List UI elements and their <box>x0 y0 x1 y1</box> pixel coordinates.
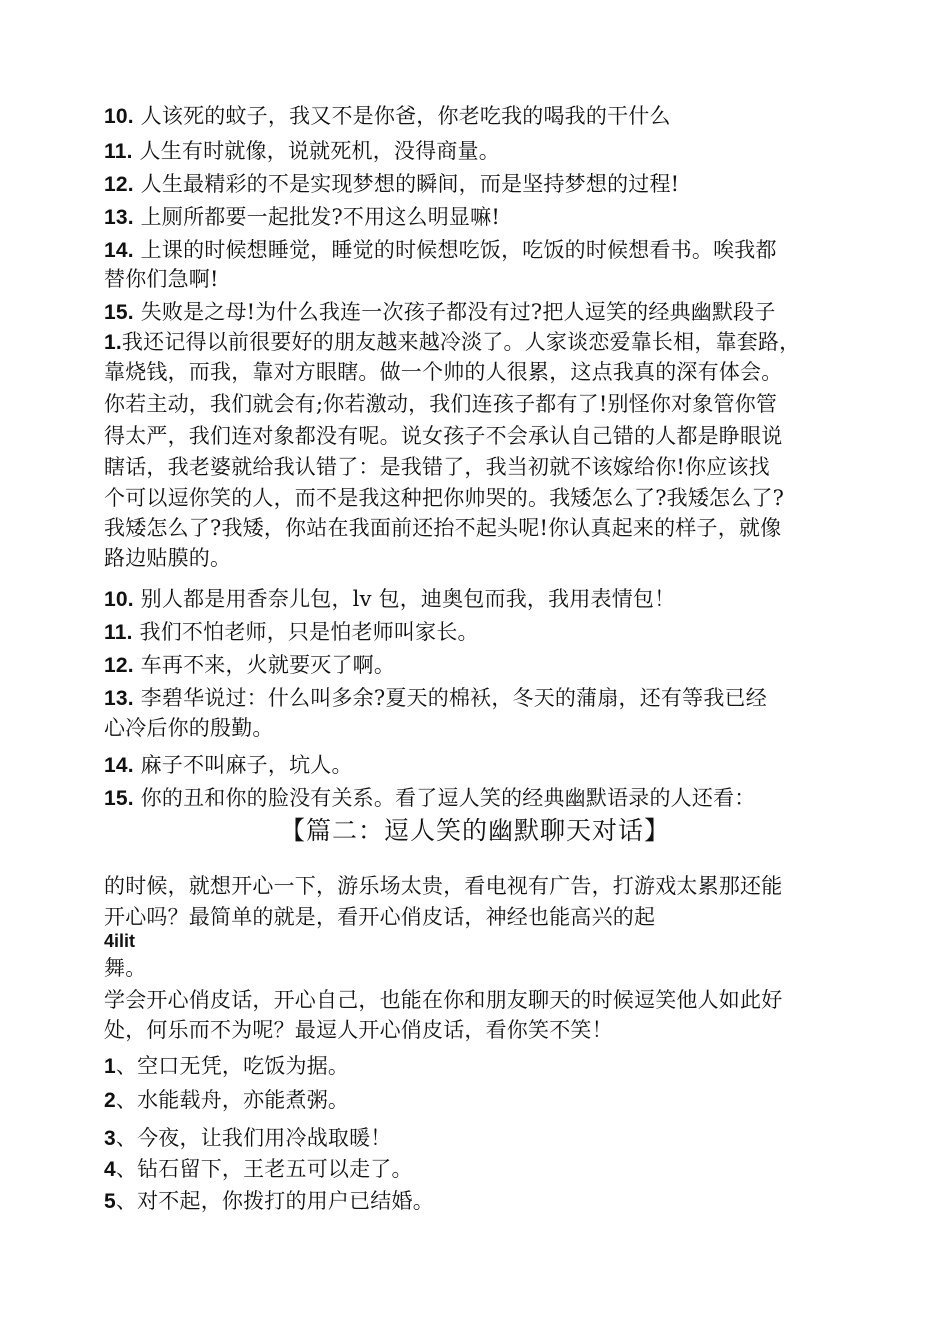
item-text: 李碧华说过：什么叫多余?夏天的棉袄，冬天的蒲扇，还有等我已经 <box>133 686 767 710</box>
item-number: 10. <box>104 588 134 611</box>
paragraph-line <box>104 360 782 385</box>
paragraph-line <box>104 455 770 480</box>
item-number: 11. <box>104 140 133 163</box>
item-number: 1 <box>104 1055 116 1078</box>
item-text: 、水能载舟，亦能煮粥。 <box>115 1088 350 1112</box>
item-number: 3 <box>104 1127 116 1150</box>
paragraph-line <box>104 716 274 741</box>
paragraph-line <box>104 874 782 898</box>
item-text: 学会开心俏皮话，开心自己，也能在你和朋友聊天的时候逗笑他人如此好 <box>104 988 783 1012</box>
paragraph-line <box>104 753 353 778</box>
item-number: 15. <box>104 787 134 810</box>
list-item <box>104 1157 413 1182</box>
list-item <box>104 1054 349 1079</box>
item-number: 10. <box>104 105 134 128</box>
item-number: 15. <box>104 301 134 324</box>
list-item <box>104 1088 349 1113</box>
paragraph-line <box>104 653 395 678</box>
item-text: 上课的时候想睡觉，睡觉的时候想吃饭，吃饭的时候想看书。唉我都 <box>133 238 777 262</box>
list-item <box>104 1126 392 1151</box>
paragraph-line <box>104 300 776 325</box>
item-text: 你的丑和你的脸没有关系。看了逗人笑的经典幽默语录的人还看： <box>133 786 756 810</box>
item-text: 车再不来，火就要灭了啊。 <box>133 653 396 677</box>
paragraph-line <box>104 139 500 164</box>
item-text: 靠烧钱，而我，靠对方眼瞎。做一个帅的人很累，这点我真的深有体会。 <box>104 360 783 384</box>
item-number: 1. <box>104 331 122 354</box>
item-text: 麻子不叫麻子，坑人。 <box>133 753 353 777</box>
section-heading: 【篇二：逗人笑的幽默聊天对话】 <box>279 816 670 845</box>
paragraph-line <box>104 1018 613 1042</box>
item-text: 瞎话，我老婆就给我认错了：是我错了，我当初就不该嫁给你!你应该找 <box>104 455 770 479</box>
item-text: 我还记得以前很要好的朋友越来越冷淡了。人家谈恋爱靠长相，靠套路， <box>121 330 801 354</box>
item-number: 12. <box>104 173 134 196</box>
item-text: 路边贴膜的。 <box>104 546 232 570</box>
item-text: 、空口无凭，吃饭为据。 <box>115 1054 350 1078</box>
item-text: 上厕所都要一起批发?不用这么明显嘛! <box>133 205 500 229</box>
item-number: 14. <box>104 754 134 777</box>
paragraph-line <box>104 516 781 541</box>
paragraph-line <box>104 988 782 1012</box>
item-text: 替你们急啊! <box>104 267 219 291</box>
paragraph-line <box>104 330 800 355</box>
item-text: 个可以逗你笑的人，而不是我这种把你帅哭的。我矮怎么了?我矮怎么了? <box>104 486 785 510</box>
paragraph-line <box>104 956 146 980</box>
item-number: 13. <box>104 687 134 710</box>
item-text: 人该死的蚊子，我又不是你爸，你老吃我的喝我的干什么 <box>133 104 671 128</box>
paragraph-line <box>104 486 784 511</box>
item-text: 心冷后你的殷勤。 <box>104 716 274 740</box>
item-text: 开心吗？最简单的就是，看开心俏皮话，神经也能高兴的起 <box>104 905 656 929</box>
item-number: 12. <box>104 654 134 677</box>
paragraph-line <box>104 172 679 197</box>
item-text: 、对不起，你拨打的用户已结婚。 <box>115 1189 434 1213</box>
paragraph-line <box>104 620 479 645</box>
paragraph-line <box>104 905 655 929</box>
paragraph-line <box>104 686 767 711</box>
paragraph-line <box>104 546 231 571</box>
item-text: 的时候，就想开心一下，游乐场太贵，看电视有广告，打游戏太累那还能 <box>104 874 783 898</box>
stray-text: 4ilit <box>104 931 136 951</box>
paragraph-line <box>104 205 500 230</box>
paragraph-line <box>104 104 671 129</box>
paragraph-line <box>104 786 755 811</box>
item-text: 失败是之母!为什么我连一次孩子都没有过?把人逗笑的经典幽默段子 <box>133 300 776 324</box>
item-text: 你若主动，我们就会有;你若激动，我们连孩子都有了!别怪你对象管你管 <box>104 392 778 416</box>
item-text: 我们不怕老师，只是怕老师叫家长。 <box>132 620 479 644</box>
item-text: 我矮怎么了?我矮，你站在我面前还抬不起头呢!你认真起来的样子，就像 <box>104 516 782 540</box>
item-number: 4 <box>104 1158 116 1181</box>
item-text: 、今夜，让我们用冷战取暖！ <box>115 1126 392 1150</box>
item-text: 得太严，我们连对象都没有呢。说女孩子不会承认自己错的人都是睁眼说 <box>104 424 783 448</box>
list-item <box>104 1189 434 1214</box>
item-number: 11. <box>104 621 133 644</box>
item-text: 人生有时就像，说就死机，没得商量。 <box>132 139 500 163</box>
paragraph-line <box>104 267 219 292</box>
paragraph-line <box>104 424 782 449</box>
item-text: 人生最精彩的不是实现梦想的瞬间，而是坚持梦想的过程! <box>133 172 680 196</box>
item-text: 处，何乐而不为呢？最逗人开心俏皮话，看你笑不笑！ <box>104 1018 613 1042</box>
item-number: 14. <box>104 239 134 262</box>
item-text: 别人都是用香奈儿包，lv 包，迪奥包而我，我用表情包！ <box>133 587 676 611</box>
item-text: 、钻石留下，王老五可以走了。 <box>115 1157 413 1181</box>
paragraph-line <box>104 392 777 417</box>
item-number: 2 <box>104 1089 116 1112</box>
paragraph-line <box>104 238 777 263</box>
item-number: 5 <box>104 1190 116 1213</box>
item-text: 舞。 <box>104 956 147 980</box>
item-number: 13. <box>104 206 134 229</box>
paragraph-line <box>104 587 675 612</box>
